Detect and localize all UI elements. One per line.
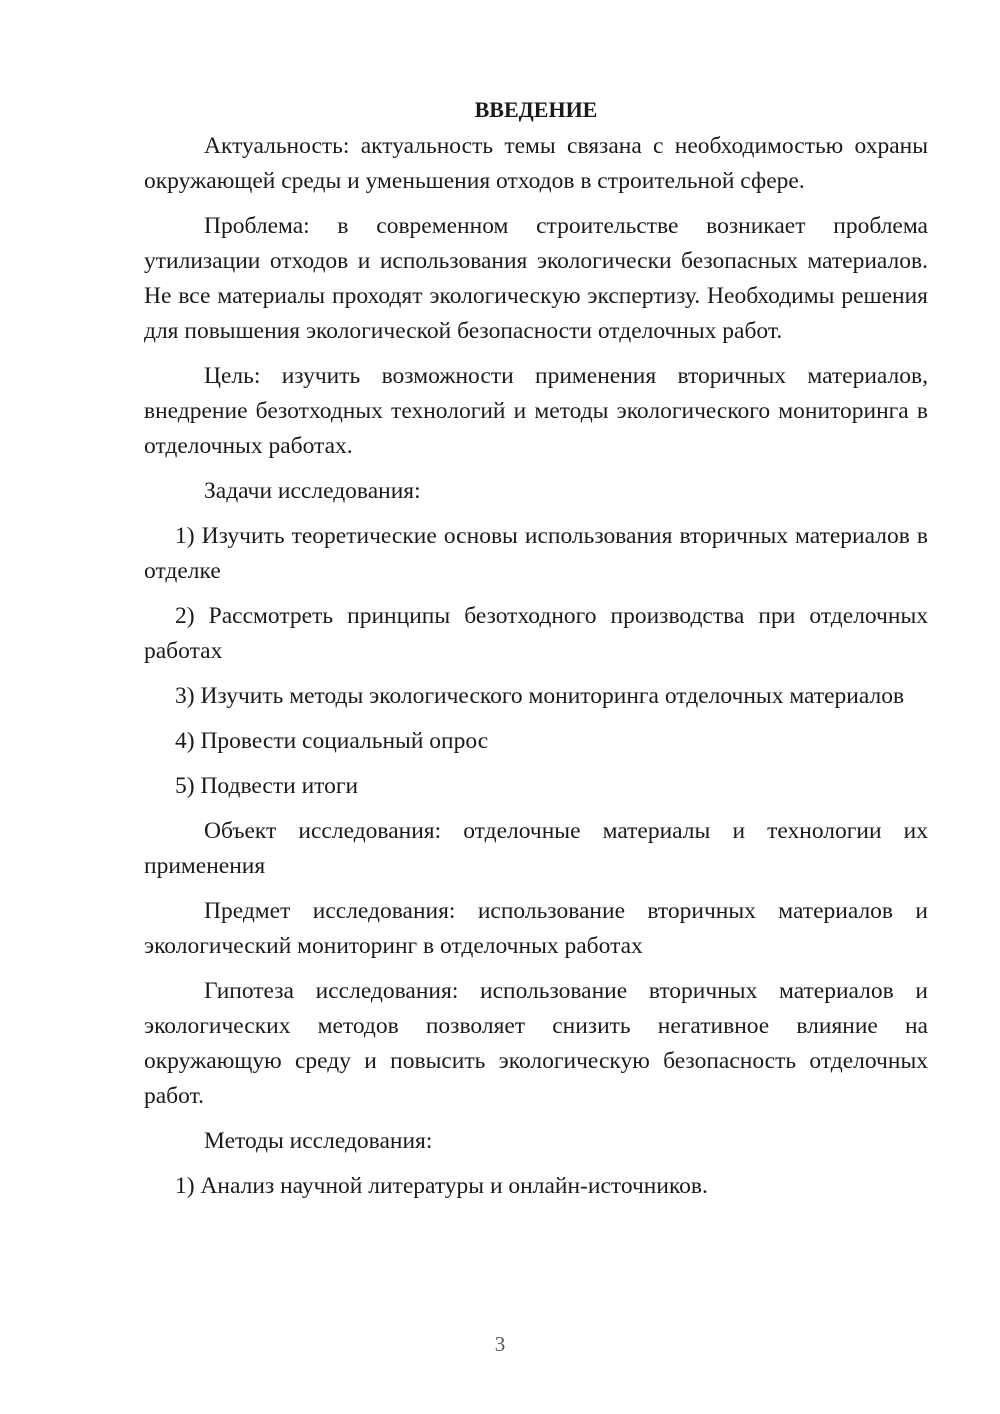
page-number: 3 (494, 1332, 506, 1356)
paragraph-subject: Предмет исследования: использование вторичных материалов и экологический мониторинг в отделочных работах (144, 898, 928, 959)
page-title: ВВЕДЕНИЕ (474, 97, 598, 122)
paragraph-hypothesis: Гипотеза исследования: использование вторичных материалов и экологических методов позволяет снизить негативное влияние на окружающую среду и повысить экологическую безопасность отделочных работ. (144, 978, 928, 1109)
list-item-task-1: 1) Изучить теоретические основы использования вторичных материалов в отделке (144, 523, 928, 584)
list-item-task-3: 3) Изучить методы экологического мониторинга отделочных материалов (175, 683, 905, 709)
list-item-task-4: 4) Провести социальный опрос (175, 728, 489, 754)
list-item-task-5: 5) Подвести итоги (175, 773, 359, 799)
list-item-method-1: 1) Анализ научной литературы и онлайн-источников. (175, 1173, 708, 1199)
paragraph-methods-heading: Методы исследования: (204, 1128, 433, 1154)
list-item-task-2: 2) Рассмотреть принципы безотходного производства при отделочных работах (144, 603, 928, 664)
paragraph-tasks-heading: Задачи исследования: (204, 478, 421, 504)
paragraph-goal: Цель: изучить возможности применения вторичных материалов, внедрение безотходных технологий и методы экологического мониторинга в отделочных работах. (144, 363, 928, 459)
paragraph-problem: Проблема: в современном строительстве возникает проблема утилизации отходов и использования экологически безопасных материалов. Не все материалы проходят экологическую экспертизу. Необходимы решения для повышения экологической безопасности отделочных работ. (144, 213, 928, 344)
document-page (144, 92, 928, 1214)
paragraph-relevance: Актуальность: актуальность темы связана с необходимостью охраны окружающей среды и уменьшения отходов в строительной сфере. (144, 133, 928, 194)
paragraph-object: Объект исследования: отделочные материалы и технологии их применения (144, 818, 928, 879)
